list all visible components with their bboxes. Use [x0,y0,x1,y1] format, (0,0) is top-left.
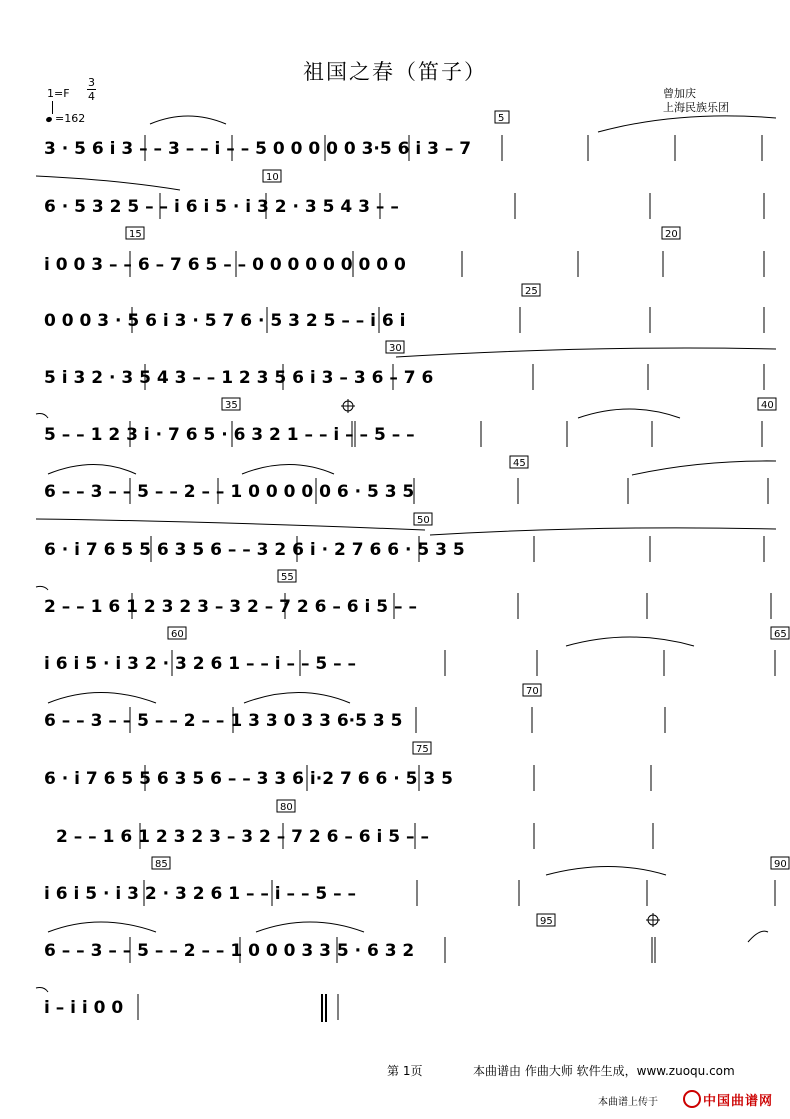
svg-text:6 · i 7 6 5 5 6 3 5 6 – –: 6 · i 7 6 5 5 6 3 5 6 – – 3 3 6 i·2 7 6 6 · 5 3 5 [44,769,453,789]
svg-text:3 · 5 6 i 3 – – 3 – – i – –: 3 · 5 6 i 3 – – 3 – – i – – 5 0 0 0 0 0 3·5 6 i 3 – 7 [44,139,472,159]
svg-text:50: 50 [417,515,430,526]
time-top: 3 [88,76,95,89]
logo-text: 中国曲谱网 [703,1094,774,1109]
svg-text:2 – – 1 6 1 2 3 2 3 – 3: 2 – – 1 6 1 2 3 2 3 – 3 2 – 7 2 6 – 6 i 5 – – [56,827,429,847]
svg-text:6 – – 3 – – 5 – – 2 – – 1: 6 – – 3 – – 5 – – 2 – – 1 3 3 0 3 3 6·5 3 5 [44,711,403,731]
svg-text:5: 5 [498,113,505,124]
svg-text:25: 25 [525,286,538,297]
tempo-value: =162 [55,112,86,125]
svg-text:6 – – 3 – – 5 – – 2 – –: 6 – – 3 – – 5 – – 2 – – 1 0 0 0 3 3 5 · 6 3 2 [44,941,415,961]
svg-text:40: 40 [761,400,774,411]
svg-text:75: 75 [416,744,429,755]
svg-text:65: 65 [774,629,787,640]
svg-text:95: 95 [540,916,553,927]
svg-text:20: 20 [665,229,678,240]
svg-text:10: 10 [266,172,279,183]
site-logo[interactable] [683,1090,773,1109]
logo-icon [683,1090,701,1108]
generator-note: 本曲谱由 作曲大师 软件生成，www.zuoqu.com [473,1064,735,1078]
performer: 上海民族乐团 [663,101,729,114]
svg-text:6 · 5 3 2 5 – – i 6 i 5: 6 · 5 3 2 5 – – i 6 i 5 · i 3 2 · 3 5 4 3 – – [44,197,399,217]
svg-text:55: 55 [281,572,294,583]
svg-text:80: 80 [280,802,293,813]
page-number: 第 1页 [387,1064,423,1078]
upload-note: 本曲谱上传于 [598,1097,658,1108]
svg-text:70: 70 [526,686,539,697]
svg-text:45: 45 [513,458,526,469]
svg-text:35: 35 [225,400,238,411]
svg-text:i 6 i 5 · i 3 2 · 3 2 6: i 6 i 5 · i 3 2 · 3 2 6 1 – – i – – 5 – – [44,884,357,904]
svg-text:15: 15 [129,229,142,240]
svg-text:2 – – 1 6 1 2 3 2 3 – 3: 2 – – 1 6 1 2 3 2 3 – 3 2 – 7 2 6 – 6 i 5 – – [44,597,417,617]
time-bottom: 4 [88,90,95,103]
svg-text:30: 30 [389,343,402,354]
svg-text:90: 90 [774,859,787,870]
svg-text:0 0 0 3 · 5 6 i 3 · 5 7: 0 0 0 3 · 5 6 i 3 · 5 7 6 · 5 3 2 5 – – i 6 i [44,311,406,331]
key-signature: 1=F [47,87,70,100]
svg-text:6 · i 7 6 5 5 6 3 5 6 – –: 6 · i 7 6 5 5 6 3 5 6 – – 3 2 6 i · 2 7 6 6 · 5 3 5 [44,540,465,560]
composer: 曾加庆 [663,87,696,100]
svg-text:60: 60 [171,629,184,640]
score-title: 祖国之春（笛子） [303,60,487,84]
svg-text:5 i 3 2 · 3 5 4 3 – – 1: 5 i 3 2 · 3 5 4 3 – – 1 2 3 5 6 i 3 – 3 6 – 7 6 [44,368,434,388]
svg-text:i 6 i 5 · i 3 2 · 3 2 6: i 6 i 5 · i 3 2 · 3 2 6 1 – – i – – 5 – – [44,654,357,674]
svg-text:5 – – 1 2 3 i · 7 6 5 ·: 5 – – 1 2 3 i · 7 6 5 · 6 3 2 1 – – i – – 5 – – [44,425,415,445]
svg-text:i 0 0 3 – – 6 – 7 6 5 –: i 0 0 3 – – 6 – 7 6 5 – – 0 0 0 0 0 0 0 0 0 [44,255,406,275]
svg-text:85: 85 [155,859,168,870]
svg-text:6 – – 3 – – 5 – – 2 – –: 6 – – 3 – – 5 – – 2 – – 1 0 0 0 0 0 6 · 5 3 5 [44,482,415,502]
svg-text:i – i i 0 0: i – i i 0 0 [44,998,124,1018]
